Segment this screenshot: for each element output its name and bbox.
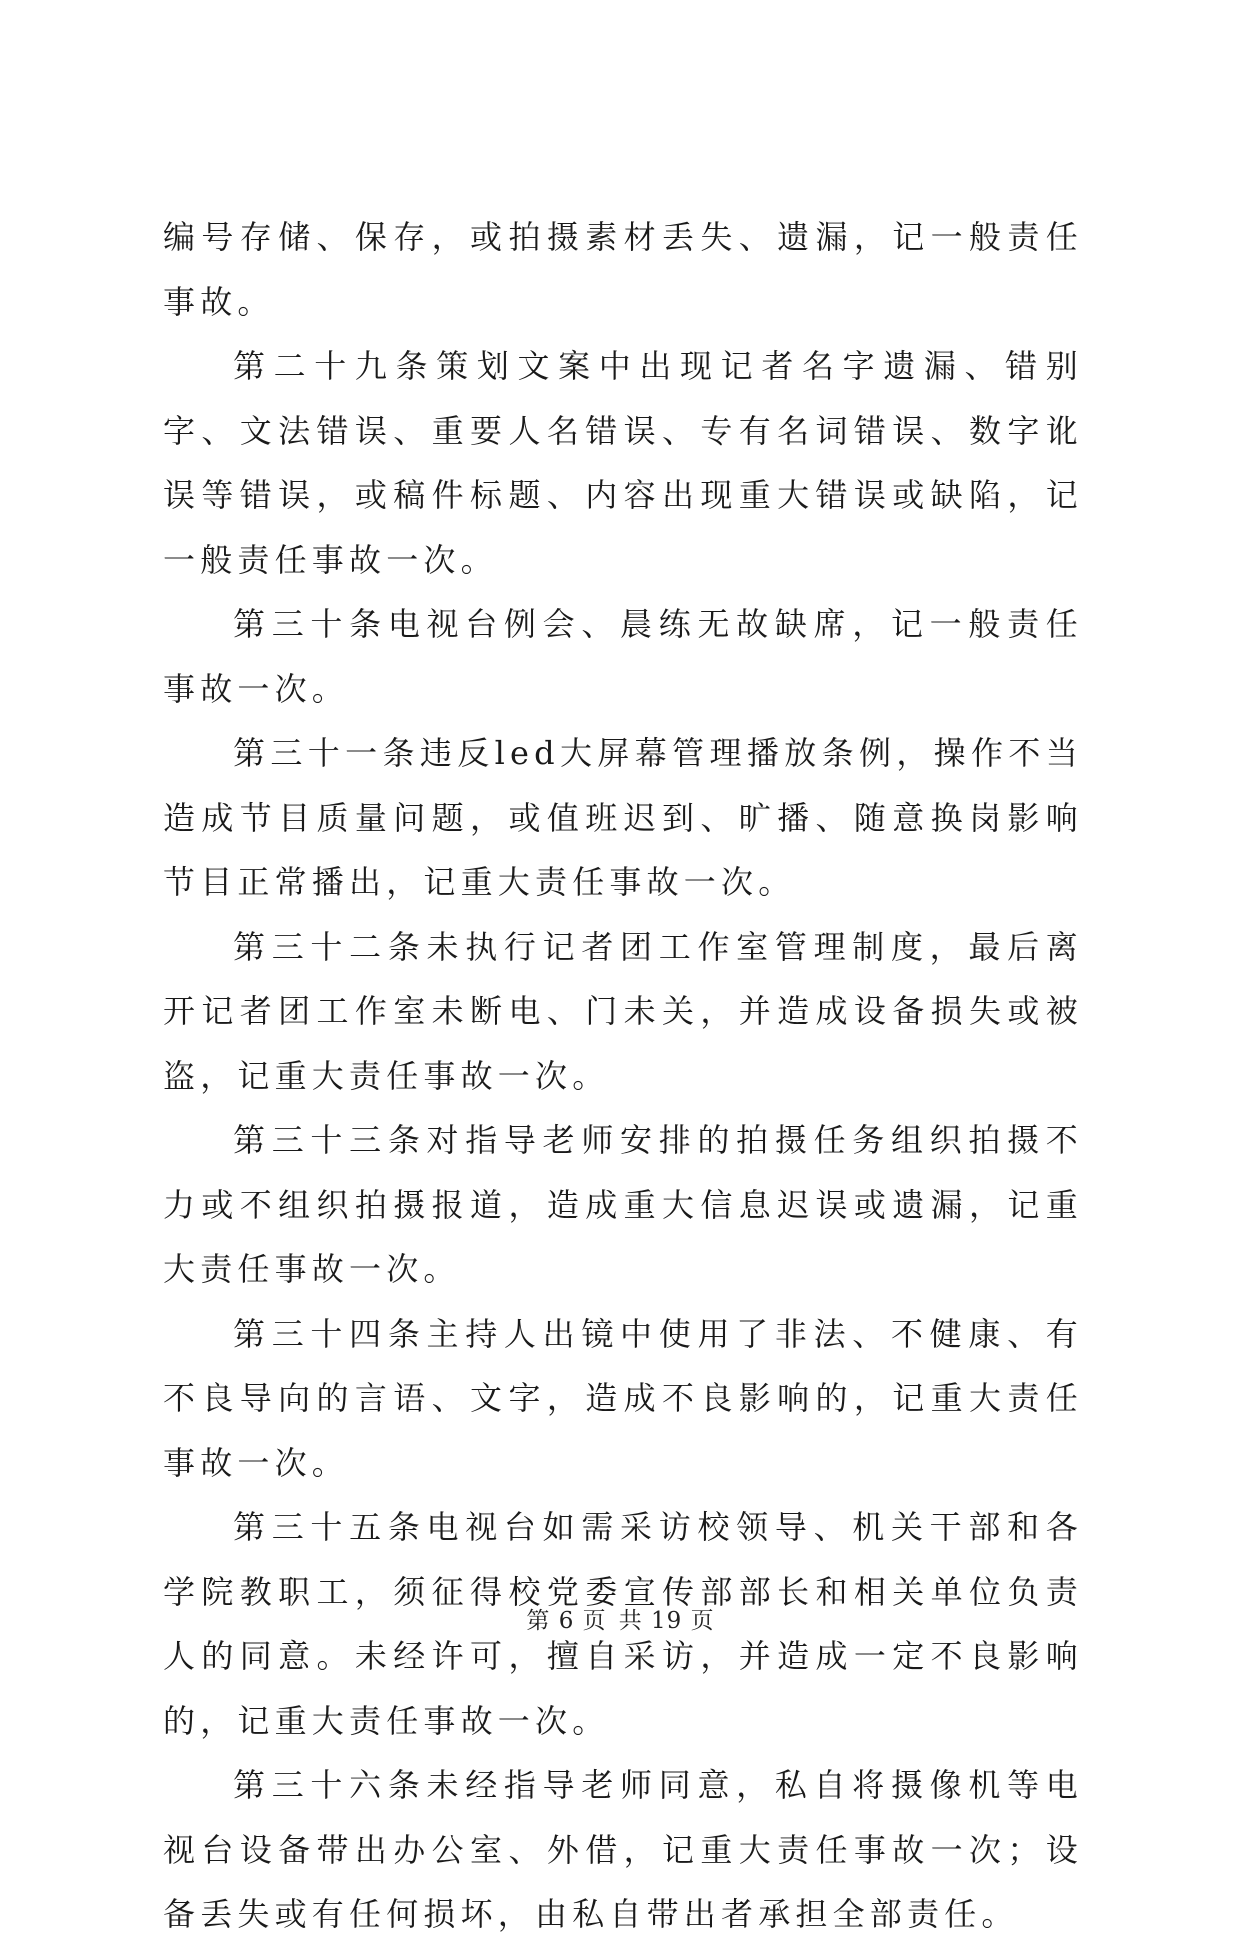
paragraph-article-29: 第二十九条策划文案中出现记者名字遗漏、错别字、文法错误、重要人名错误、专有名词错误、数字讹误等错误，或稿件标题、内容出现重大错误或缺陷，记一般责任事故一次。 [163,347,1083,579]
paragraph-article-32: 第三十二条未执行记者团工作室管理制度，最后离开记者团工作室未断电、门未关，并造成设备损失或被盗，记重大责任事故一次。 [163,927,1083,1095]
paragraph-article-33: 第三十三条对指导老师安排的拍摄任务组织拍摄不力或不组织拍摄报道，造成重大信息迟误或遗漏，记重大责任事故一次。 [163,1121,1083,1288]
paragraph-article-35: 第三十五条电视台如需采访校领导、机关干部和各学院教职工，须征得校党委宣传部部长和相关单位负责人的同意。未经许可，擅自采访，并造成一定不良影响的，记重大责任事故一次。 [163,1508,1083,1740]
paragraph-article-36: 第三十六条未经指导老师同意，私自将摄像机等电视台设备带出办公室、外借，记重大责任事故一次；设备丢失或有任何损坏，由私自带出者承担全部责任。 [163,1766,1083,1933]
paragraph-continuation: 编号存储、保存，或拍摄素材丢失、遗漏，记一般责任事故。 [163,218,1083,321]
paragraph-article-34: 第三十四条主持人出镜中使用了非法、不健康、有不良导向的言语、文字，造成不良影响的，记重大责任事故一次。 [163,1314,1083,1482]
page-footer [0,1602,1241,1635]
document-body [163,205,1083,1947]
paragraph-article-30: 第三十条电视台例会、晨练无故缺席，记一般责任事故一次。 [163,605,1083,708]
paragraph-article-31: 第三十一条违反led大屏幕管理播放条例，操作不当造成节目质量问题，或值班迟到、旷播、随意换岗影响节目正常播出，记重大责任事故一次。 [163,734,1083,901]
page-total: 共 19 页 [618,1608,715,1634]
page-number: 第 6 页 [526,1608,607,1634]
